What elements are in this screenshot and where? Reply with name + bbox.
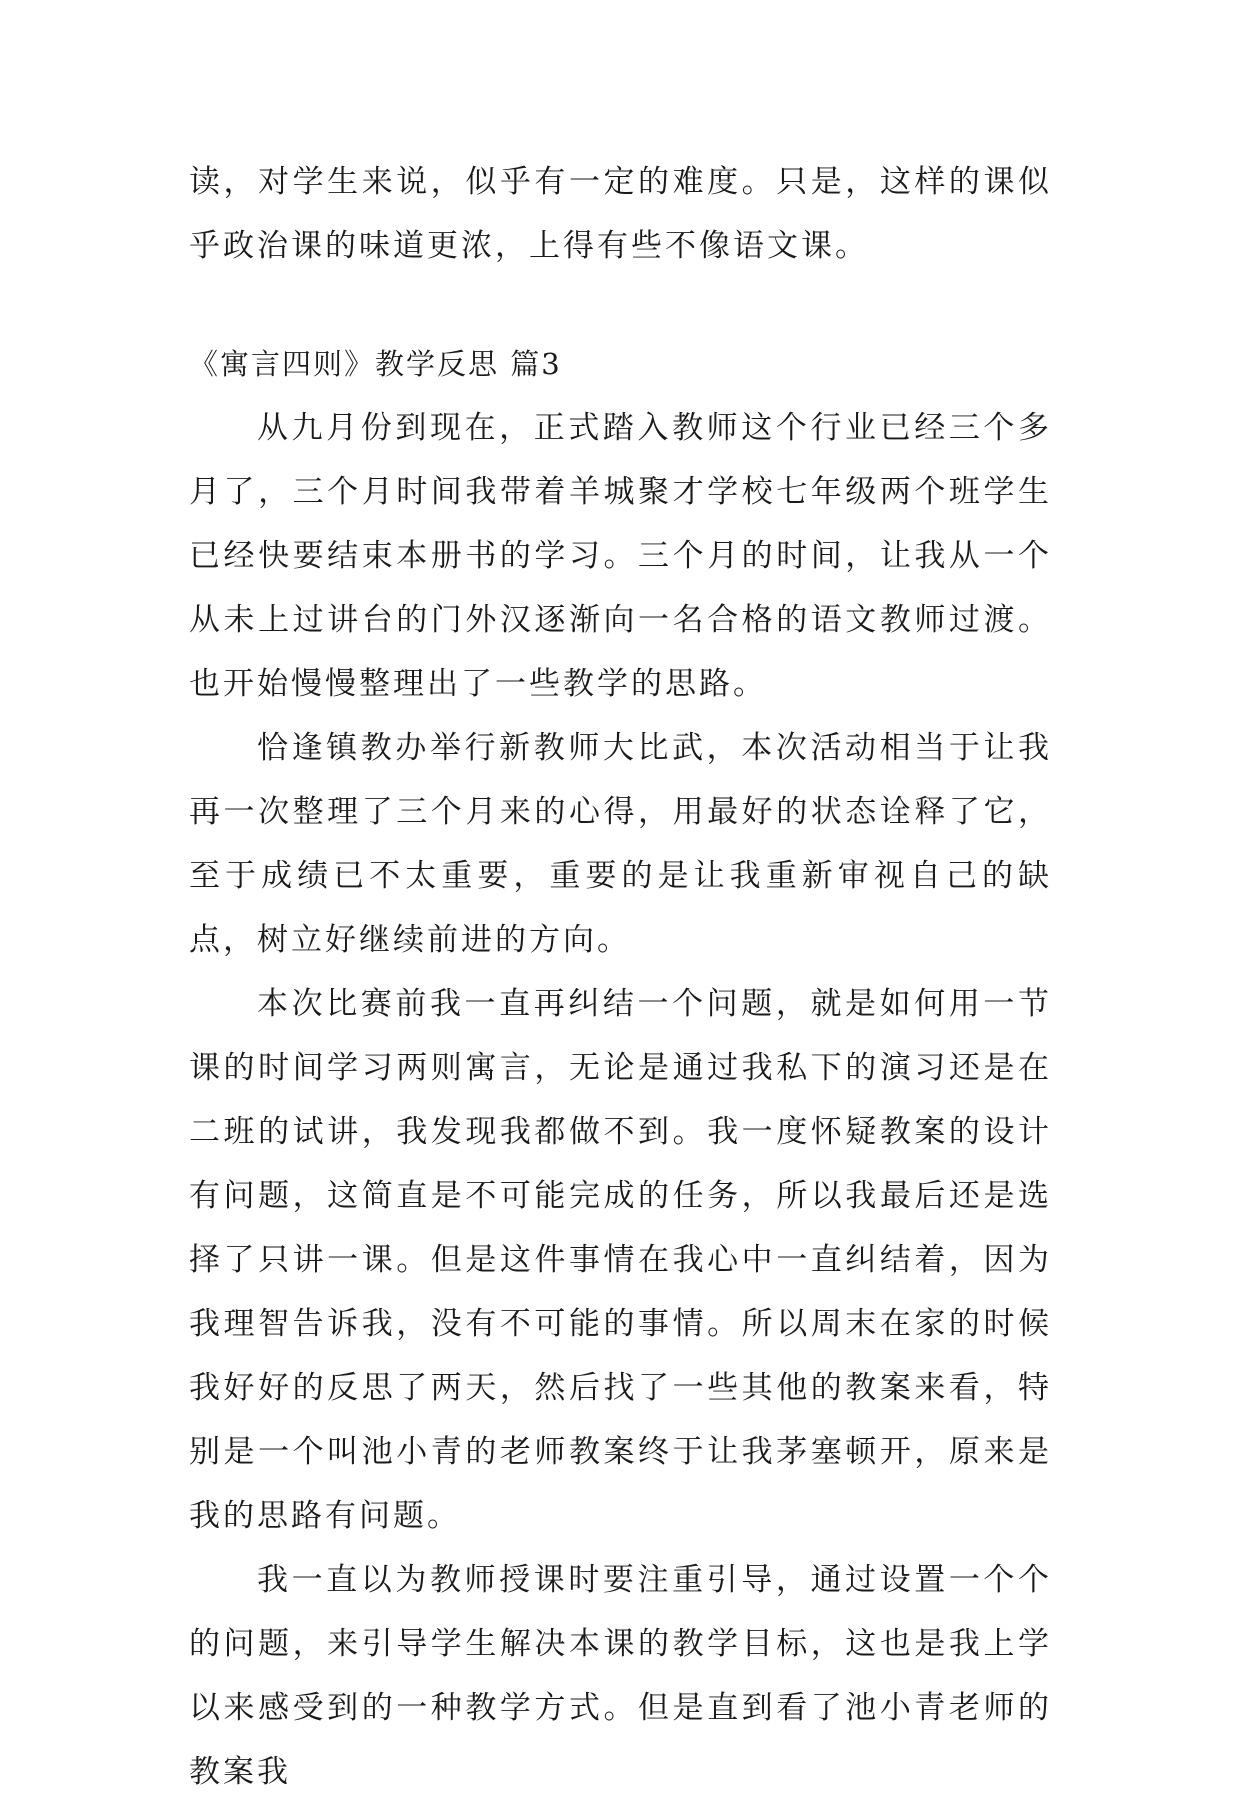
body-paragraph-4: 我一直以为教师授课时要注重引导，通过设置一个个的问题，来引导学生解决本课的教学目标，这也是我上学以来感受到的一种教学方式。但是直到看了池小青老师的教案我 — [189, 1562, 1052, 1790]
body-paragraph-1: 从九月份到现在，正式踏入教师这个行业已经三个多月了，三个月时间我带着羊城聚才学校七年级两个班学生已经快要结束本册书的学习。三个月的时间，让我从一个从未上过讲台的门外汉逐渐向一名合格的语文教师过渡。也开始慢慢整理出了一些教学的思路。 — [189, 410, 1052, 702]
body-paragraph-2: 恰逢镇教办举行新教师大比武，本次活动相当于让我再一次整理了三个月来的心得，用最好的状态诠释了它，至于成绩已不太重要，重要的是让我重新审视自己的缺点，树立好继续前进的方向。 — [189, 730, 1052, 958]
body-paragraph-3: 本次比赛前我一直再纠结一个问题，就是如何用一节课的时间学习两则寓言，无论是通过我私下的演习还是在二班的试讲，我发现我都做不到。我一度怀疑教案的设计有问题，这简直是不可能完成的任务，所以我最后还是选择了只讲一课。但是这件事情在我心中一直纠结着，因为我理智告诉我，没有不可能的事情。所以周末在家的时候我好好的反思了两天，然后找了一些其他的教案来看，特别是一个叫池小青的老师教案终于让我茅塞顿开，原来是我的思路有问题。 — [189, 986, 1052, 1534]
continued-paragraph: 读，对学生来说，似乎有一定的难度。只是，这样的课似乎政治课的味道更浓，上得有些不像语文课。 — [189, 164, 1052, 264]
document-body — [189, 150, 1052, 1804]
section-heading: 《寓言四则》教学反思 篇3 — [189, 347, 562, 381]
